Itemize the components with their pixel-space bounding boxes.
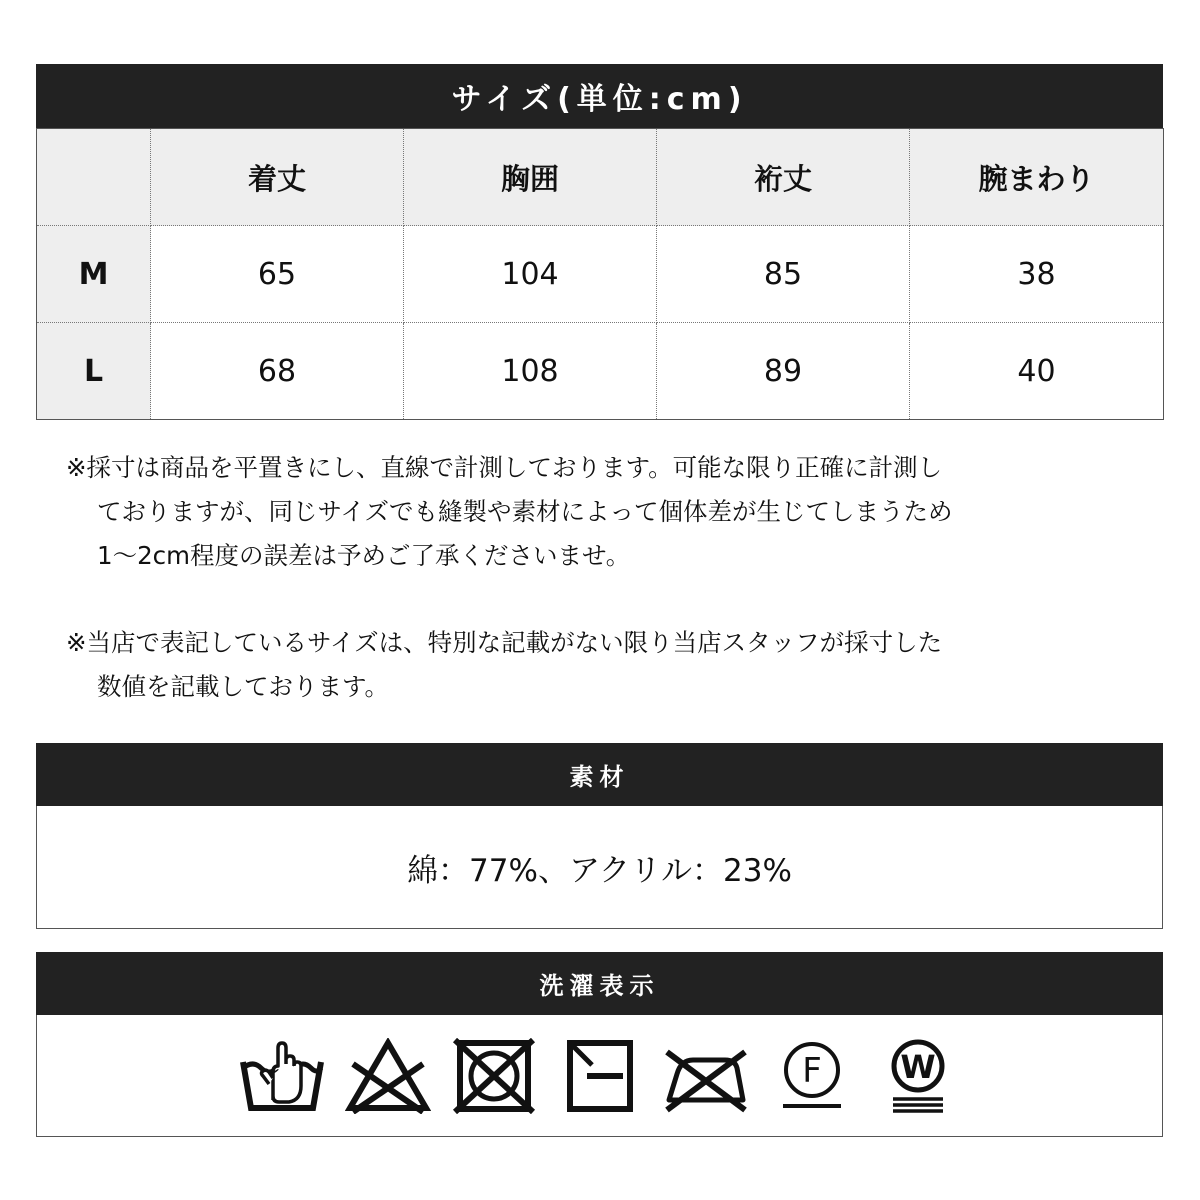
measurement-note <box>66 446 1066 578</box>
size-label: L <box>37 323 151 420</box>
table-cell: 68 <box>151 323 404 420</box>
table-row <box>37 323 1164 420</box>
note-line: 数値を記載しております。 <box>97 672 390 701</box>
material-section-title: 素材 <box>36 743 1163 806</box>
table-cell: 85 <box>657 226 910 323</box>
no-iron-icon <box>653 1036 759 1116</box>
size-notation-note <box>66 621 1066 709</box>
care-label-box <box>36 1015 1163 1137</box>
no-bleach-icon <box>335 1036 441 1116</box>
size-table-header-row <box>37 129 1164 226</box>
dry-clean-letter: F <box>801 1050 822 1091</box>
column-header-arm-circumference: 腕まわり <box>910 129 1164 226</box>
care-section-title: 洗濯表示 <box>36 952 1163 1015</box>
column-header-length: 着丈 <box>151 129 404 226</box>
size-table <box>36 128 1164 420</box>
note-line: ※採寸は商品を平置きにし、直線で計測しております。可能な限り正確に計測し <box>66 453 943 482</box>
dry-clean-f-icon <box>759 1036 865 1116</box>
material-text: 綿：77%、アクリル：23% <box>407 852 792 889</box>
size-label: M <box>37 226 151 323</box>
table-cell: 40 <box>910 323 1164 420</box>
no-tumble-dry-icon <box>441 1036 547 1116</box>
table-cell: 104 <box>404 226 657 323</box>
note-line: 1～2cm程度の誤差は予めご了承くださいませ。 <box>97 541 631 570</box>
note-line: ておりますが、同じサイズでも縫製や素材によって個体差が生じてしまうため <box>97 497 953 526</box>
size-table-corner-cell <box>37 129 151 226</box>
table-cell: 89 <box>657 323 910 420</box>
table-cell: 65 <box>151 226 404 323</box>
note-line: ※当店で表記しているサイズは、特別な記載がない限り当店スタッフが採寸した <box>66 628 943 657</box>
material-box <box>36 806 1163 929</box>
column-header-sleeve: 裄丈 <box>657 129 910 226</box>
column-header-chest: 胸囲 <box>404 129 657 226</box>
table-cell: 38 <box>910 226 1164 323</box>
hand-wash-icon <box>229 1036 335 1116</box>
size-section-title: サイズ(単位:cm) <box>36 64 1163 128</box>
line-dry-shade-icon <box>547 1036 653 1116</box>
wet-clean-letter: W <box>899 1047 936 1086</box>
care-icons <box>229 1036 971 1116</box>
wet-clean-w-icon <box>865 1036 971 1116</box>
table-row <box>37 226 1164 323</box>
table-cell: 108 <box>404 323 657 420</box>
